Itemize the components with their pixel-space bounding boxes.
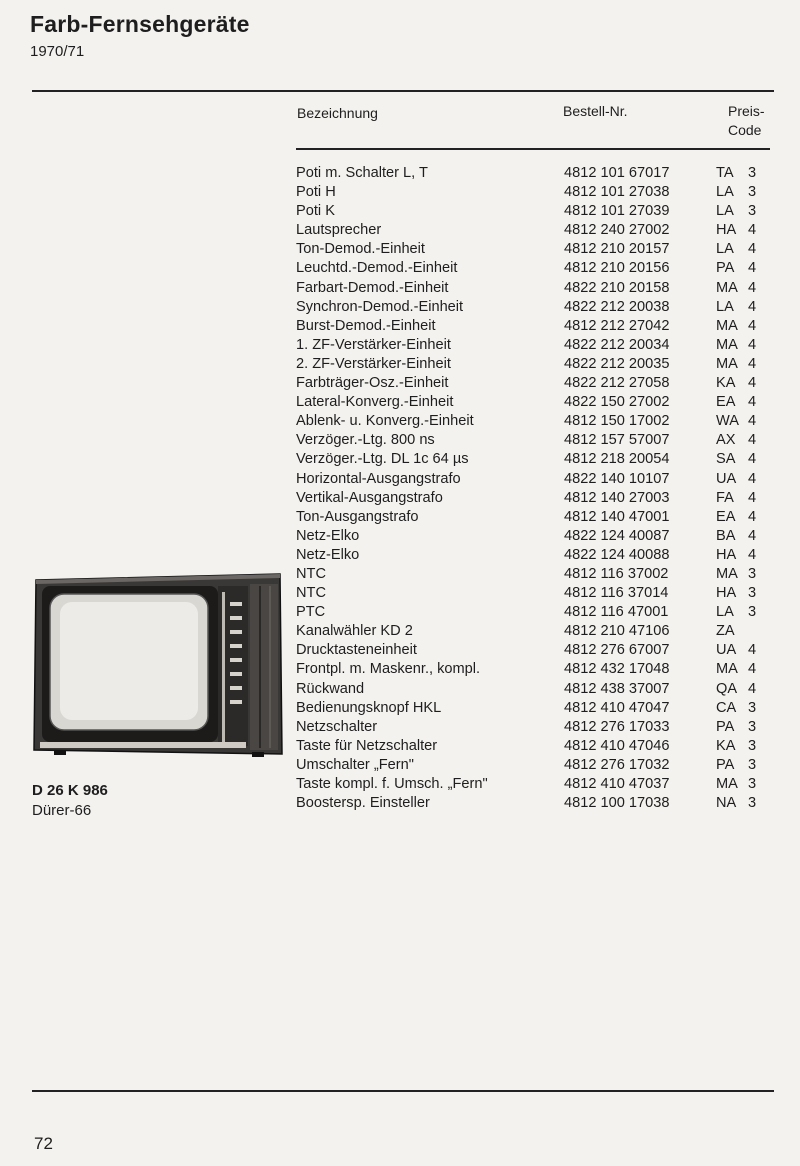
price-code: LA (716, 604, 734, 621)
table-row (296, 680, 774, 699)
part-name: Vertikal-Ausgangstrafo (296, 489, 443, 506)
order-number: 4812 100 17038 (564, 795, 670, 812)
price-code: LA (716, 184, 734, 201)
price-code: HA (716, 546, 737, 563)
part-name: Kanalwähler KD 2 (296, 623, 413, 640)
order-number: 4812 276 67007 (564, 642, 670, 659)
table-row (296, 718, 774, 737)
price-code: HA (716, 222, 737, 239)
table-row (296, 737, 774, 756)
price-code: EA (716, 508, 736, 525)
price-code: MA (716, 661, 738, 678)
order-number: 4812 140 27003 (564, 489, 670, 506)
table-row (296, 393, 774, 412)
price-code-digit: 3 (748, 203, 757, 220)
price-code: CA (716, 699, 737, 716)
price-code-digit: 3 (748, 585, 757, 602)
price-code-digit: 3 (748, 718, 757, 735)
order-number: 4812 432 17048 (564, 661, 670, 678)
part-name: Rückwand (296, 680, 365, 697)
order-number: 4822 124 40088 (564, 546, 670, 563)
order-number: 4812 101 27039 (564, 203, 670, 220)
price-code: AX (716, 432, 736, 449)
price-code: MA (716, 279, 738, 296)
part-name: Boostersp. Einsteller (296, 795, 430, 812)
price-code-digit: 4 (748, 546, 757, 563)
price-code-digit: 4 (748, 413, 757, 430)
price-code: ZA (716, 623, 735, 640)
order-number: 4812 410 47037 (564, 776, 670, 792)
table-row (296, 431, 774, 450)
order-number: 4812 276 17033 (564, 718, 670, 735)
part-name: NTC (296, 585, 326, 602)
price-code: QA (716, 680, 738, 697)
order-number: 4822 124 40087 (564, 527, 670, 544)
price-code: PA (716, 260, 735, 277)
page-number: 72 (34, 1134, 53, 1153)
order-number: 4812 116 37014 (564, 585, 669, 602)
order-number: 4812 140 47001 (564, 508, 670, 525)
order-number: 4812 410 47046 (564, 737, 670, 754)
table-row (296, 240, 774, 259)
part-name: Netz-Elko (296, 546, 360, 563)
order-number: 4822 212 27058 (564, 375, 670, 392)
price-code-digit: 4 (748, 432, 757, 449)
part-name: Umschalter „Fern" (296, 756, 414, 773)
order-number: 4812 210 20156 (564, 260, 670, 277)
price-code-digit: 4 (748, 489, 757, 506)
table-row (296, 450, 774, 469)
price-code: SA (716, 451, 736, 468)
part-name: Lautsprecher (296, 222, 382, 239)
price-code-digit: 3 (748, 604, 757, 621)
price-code-digit: 4 (748, 680, 757, 697)
table-row (296, 794, 774, 813)
price-code: WA (716, 413, 739, 430)
model-name: Dürer-66 (32, 802, 92, 819)
table-row (296, 775, 774, 794)
price-code-digit: 4 (748, 527, 757, 544)
part-name: Verzöger.-Ltg. 800 ns (296, 432, 435, 449)
table-row (296, 164, 774, 183)
part-name: Horizontal-Ausgangstrafo (296, 470, 461, 487)
price-code: PA (716, 718, 735, 735)
table-row (296, 259, 774, 278)
price-code-digit: 4 (748, 508, 757, 525)
part-name: Taste kompl. f. Umsch. „Fern" (296, 776, 488, 792)
order-number: 4822 212 20035 (564, 355, 670, 372)
price-code-digit: 4 (748, 260, 757, 277)
order-number: 4812 240 27002 (564, 222, 670, 239)
part-name: PTC (296, 604, 326, 621)
price-code: KA (716, 375, 736, 392)
table-row (296, 489, 774, 508)
part-name: Bedienungsknopf HKL (296, 699, 442, 716)
order-number: 4822 212 20034 (564, 336, 670, 353)
price-code-digit: 4 (748, 279, 757, 296)
page-subtitle: 1970/71 (30, 43, 85, 60)
price-code-digit: 4 (748, 375, 757, 392)
price-code-digit: 3 (748, 795, 757, 812)
price-code-digit: 4 (748, 642, 757, 659)
part-name: Verzöger.-Ltg. DL 1c 64 µs (296, 451, 469, 468)
part-name: Poti K (296, 203, 335, 220)
price-code-digit: 4 (748, 355, 757, 372)
order-number: 4812 101 67017 (564, 165, 670, 181)
price-code: BA (716, 527, 736, 544)
part-name: Netz-Elko (296, 527, 360, 544)
price-code: LA (716, 298, 734, 315)
table-row (296, 202, 774, 221)
order-number: 4812 218 20054 (564, 451, 670, 468)
price-code-digit: 4 (748, 394, 757, 411)
order-number: 4812 101 27038 (564, 184, 670, 201)
order-number: 4812 410 47047 (564, 699, 670, 716)
table-row (296, 565, 774, 584)
table-row (296, 641, 774, 660)
order-number: 4822 150 27002 (564, 394, 670, 411)
price-code: UA (716, 642, 737, 659)
price-code: UA (716, 470, 737, 487)
top-rule (32, 90, 774, 92)
price-code-digit: 4 (748, 336, 757, 353)
price-code-digit (748, 622, 774, 641)
part-name: Frontpl. m. Maskenr., kompl. (296, 661, 481, 678)
price-code-digit: 3 (748, 165, 757, 181)
price-code-digit: 3 (748, 565, 757, 582)
price-code-digit: 4 (748, 317, 757, 334)
price-code-digit: 4 (748, 222, 757, 239)
television-icon (30, 566, 286, 766)
price-code-digit: 3 (748, 756, 757, 773)
order-number: 4812 116 37002 (564, 565, 669, 582)
table-row (296, 756, 774, 775)
model-number: D 26 K 986 (32, 782, 108, 799)
part-name: Drucktasteneinheit (296, 642, 417, 659)
part-name: Poti H (296, 184, 336, 201)
bottom-rule (32, 1090, 774, 1092)
price-code: KA (716, 737, 736, 754)
price-code: LA (716, 241, 734, 258)
header-preis: Preis- (728, 103, 765, 119)
parts-table (296, 164, 774, 813)
part-name: Netzschalter (296, 718, 378, 735)
price-code-digit: 4 (748, 661, 757, 678)
table-row (296, 183, 774, 202)
part-name: Burst-Demod.-Einheit (296, 317, 436, 334)
table-row (296, 622, 774, 641)
price-code-digit: 4 (748, 451, 757, 468)
table-row (296, 508, 774, 527)
table-row (296, 412, 774, 431)
part-name: 1. ZF-Verstärker-Einheit (296, 336, 451, 353)
price-code: MA (716, 776, 738, 792)
table-row (296, 470, 774, 489)
price-code-digit: 4 (748, 470, 757, 487)
price-code: MA (716, 336, 738, 353)
header-preis-code (728, 102, 772, 140)
part-name: Taste für Netzschalter (296, 737, 438, 754)
price-code: MA (716, 317, 738, 334)
table-row (296, 527, 774, 546)
price-code: EA (716, 394, 736, 411)
parts-table-body (296, 164, 774, 813)
order-number: 4812 157 57007 (564, 432, 670, 449)
header-code: Code (728, 122, 762, 138)
part-name: NTC (296, 565, 326, 582)
order-number: 4822 212 20038 (564, 298, 670, 315)
price-code: FA (716, 489, 734, 506)
table-row (296, 584, 774, 603)
part-name: Farbträger-Osz.-Einheit (296, 375, 449, 392)
table-row (296, 699, 774, 718)
part-name: Synchron-Demod.-Einheit (296, 298, 464, 315)
table-row (296, 336, 774, 355)
table-row (296, 660, 774, 679)
table-row (296, 546, 774, 565)
order-number: 4812 212 27042 (564, 317, 670, 334)
part-name: 2. ZF-Verstärker-Einheit (296, 355, 451, 372)
header-bestell-nr: Bestell-Nr. (563, 103, 628, 119)
price-code-digit: 4 (748, 241, 757, 258)
order-number: 4822 210 20158 (564, 279, 670, 296)
price-code: PA (716, 756, 735, 773)
table-row (296, 279, 774, 298)
price-code-digit: 3 (748, 776, 757, 792)
part-name: Lateral-Konverg.-Einheit (296, 394, 454, 411)
header-rule (296, 148, 770, 150)
price-code: MA (716, 565, 738, 582)
part-name: Ablenk- u. Konverg.-Einheit (296, 413, 474, 430)
order-number: 4812 438 37007 (564, 680, 670, 697)
table-row (296, 221, 774, 240)
price-code: LA (716, 203, 734, 220)
order-number: 4812 276 17032 (564, 756, 670, 773)
price-code: NA (716, 795, 737, 812)
table-row (296, 355, 774, 374)
price-code: HA (716, 585, 737, 602)
price-code: TA (716, 165, 734, 181)
part-name: Farbart-Demod.-Einheit (296, 279, 449, 296)
part-name: Ton-Ausgangstrafo (296, 508, 419, 525)
price-code-digit: 3 (748, 699, 757, 716)
part-name: Leuchtd.-Demod.-Einheit (296, 260, 458, 277)
table-row (296, 298, 774, 317)
part-name: Ton-Demod.-Einheit (296, 241, 425, 258)
price-code: MA (716, 355, 738, 372)
price-code-digit: 4 (748, 298, 757, 315)
header-bezeichnung: Bezeichnung (297, 105, 378, 121)
order-number: 4812 210 47106 (564, 623, 670, 640)
order-number: 4812 150 17002 (564, 413, 670, 430)
order-number: 4822 140 10107 (564, 470, 670, 487)
table-row (296, 603, 774, 622)
table-row (296, 374, 774, 393)
table-row (296, 317, 774, 336)
order-number: 4812 210 20157 (564, 241, 670, 258)
page-title: Farb-Fernsehgeräte (30, 11, 250, 37)
part-name: Poti m. Schalter L, T (296, 165, 428, 181)
price-code-digit: 3 (748, 737, 757, 754)
price-code-digit: 3 (748, 184, 757, 201)
order-number: 4812 116 47001 (564, 604, 669, 621)
